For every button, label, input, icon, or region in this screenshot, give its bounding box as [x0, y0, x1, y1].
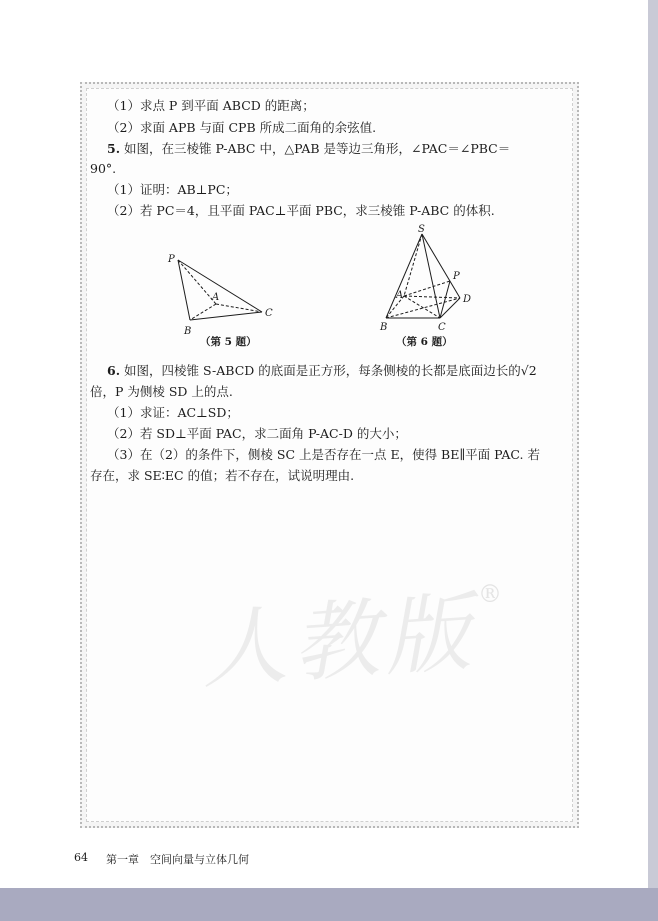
edge-SB	[386, 234, 422, 318]
figure-5	[160, 250, 290, 340]
edge-AD	[404, 296, 460, 298]
fig6-label-C: C	[438, 322, 446, 333]
fig6-label-P: P	[453, 271, 460, 282]
figure-6-caption: （第 6 题）	[396, 336, 453, 348]
watermark: 人教版	[197, 582, 480, 702]
problem-5-stem	[107, 139, 510, 159]
problem-6-part-3-line1: （3）在（2）的条件下，侧棱 SC 上是否存在一点 E，使得 BE∥平面 PAC. 若	[107, 447, 540, 462]
edge-AP	[404, 281, 450, 296]
figure-5-caption: （第 5 题）	[200, 336, 257, 348]
problem-6-number: 6.	[107, 363, 121, 378]
page-edge	[648, 0, 658, 888]
problem-6-stem	[107, 361, 537, 381]
problem-6-part-1: （1）求证：AC⊥SD；	[107, 405, 239, 420]
problem-4-part-2: （2）求面 APB 与面 CPB 所成二面角的余弦值.	[107, 120, 377, 135]
problem-6-part-2: （2）若 SD⊥平面 PAC，求二面角 P-AC-D 的大小；	[107, 426, 407, 441]
problem-6-part-3-line2: 存在，求 SE∶EC 的值；若不存在，试说明理由.	[90, 468, 355, 483]
fig6-label-D: D	[463, 294, 472, 305]
edge-SD	[422, 234, 460, 298]
fig5-label-C: C	[265, 308, 273, 319]
edge-PC	[178, 260, 262, 312]
problem-6-stem-line1: 如图，四棱锥 S-ABCD 的底面是正方形，每条侧棱的长都是底面边长的√2	[124, 363, 537, 378]
registered-mark: ®	[478, 580, 502, 608]
problem-5-stem-line1: 如图，在三棱锥 P-ABC 中，△PAB 是等边三角形，∠PAC＝∠PBC＝	[124, 141, 511, 156]
bottom-band	[0, 888, 658, 921]
fig5-label-A: A	[212, 292, 220, 303]
page-number: 64	[74, 851, 88, 864]
problem-6-stem-line2: 倍，P 为侧棱 SD 上的点.	[90, 384, 233, 399]
problem-5-stem-line2: 90°.	[90, 161, 117, 176]
figure-6	[374, 224, 484, 336]
fig6-label-A: A	[396, 290, 404, 301]
edge-PA	[178, 260, 216, 304]
problem-5-part-2: （2）若 PC＝4，且平面 PAC⊥平面 PBC，求三棱锥 P-ABC 的体积.	[107, 203, 495, 218]
fig6-label-S: S	[418, 224, 425, 235]
chapter-title: 第一章 空间向量与立体几何	[106, 853, 249, 866]
edge-AC	[404, 296, 440, 318]
edge-PB	[178, 260, 190, 320]
problem-5-part-1: （1）证明：AB⊥PC；	[107, 182, 238, 197]
problem-5-number: 5.	[107, 141, 121, 156]
fig6-label-B: B	[380, 322, 388, 333]
edge-SA	[404, 234, 422, 296]
problem-4-part-1: （1）求点 P 到平面 ABCD 的距离；	[107, 98, 315, 113]
fig5-label-P: P	[168, 254, 175, 265]
fig5-label-B: B	[184, 326, 192, 337]
